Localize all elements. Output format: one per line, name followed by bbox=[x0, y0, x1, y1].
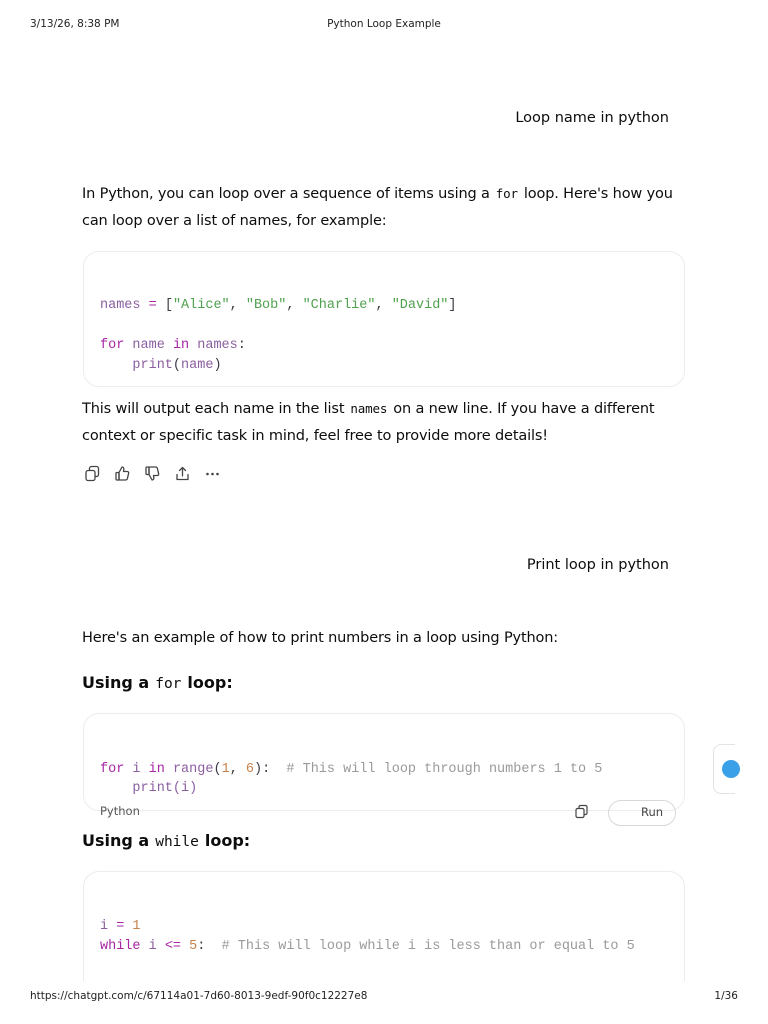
code-line bbox=[100, 358, 222, 373]
code-line bbox=[100, 338, 246, 353]
code-token: = bbox=[140, 298, 165, 313]
code-token: for bbox=[100, 338, 125, 353]
user-message: Loop name in python bbox=[515, 110, 669, 126]
assistant-logo-icon bbox=[722, 760, 740, 778]
code-token bbox=[100, 358, 132, 373]
code-token: i bbox=[132, 762, 141, 777]
section-heading bbox=[82, 673, 233, 692]
thumbs-up-icon[interactable] bbox=[112, 463, 132, 483]
code-token: = bbox=[108, 919, 133, 934]
code-token: for bbox=[100, 762, 125, 777]
code-token: name bbox=[181, 358, 214, 373]
code-token: range bbox=[172, 762, 214, 777]
code-token: ( bbox=[172, 358, 182, 373]
code-token: in bbox=[148, 762, 165, 777]
heading-text: Using a bbox=[82, 673, 150, 692]
code-token: ): bbox=[254, 762, 271, 777]
code-token: : bbox=[237, 338, 246, 353]
code-token: , bbox=[229, 298, 246, 313]
code-line bbox=[100, 919, 141, 934]
code-line bbox=[100, 762, 602, 777]
inline-code: while bbox=[155, 834, 199, 850]
code-token: "Charlie" bbox=[302, 298, 376, 313]
code-line-partial: print(i) bbox=[100, 781, 198, 796]
paragraph-text: loop. Here's how you can loop over a list of names, for example: bbox=[82, 186, 673, 229]
code-line bbox=[100, 298, 457, 313]
code-token: <= bbox=[156, 939, 190, 954]
code-line bbox=[100, 939, 635, 954]
copy-code-icon[interactable] bbox=[574, 804, 589, 823]
code-token bbox=[205, 939, 221, 954]
code-token: name bbox=[132, 338, 165, 353]
code-token: 1 bbox=[221, 762, 230, 777]
code-token: ) bbox=[213, 358, 222, 373]
print-title: Python Loop Example bbox=[327, 18, 441, 30]
code-token: : bbox=[197, 939, 206, 954]
code-token: 5 bbox=[189, 939, 198, 954]
section-heading bbox=[82, 831, 250, 850]
code-token: ( bbox=[213, 762, 222, 777]
code-token: in bbox=[172, 338, 190, 353]
code-block bbox=[83, 713, 685, 819]
code-token: , bbox=[375, 298, 392, 313]
heading-text: Using a bbox=[82, 831, 150, 850]
print-datetime: 3/13/26, 8:38 PM bbox=[30, 18, 120, 30]
code-token: , bbox=[286, 298, 303, 313]
inline-code: for bbox=[495, 186, 518, 201]
copy-icon[interactable] bbox=[82, 463, 102, 483]
code-token: i bbox=[100, 919, 109, 934]
code-token bbox=[141, 939, 149, 954]
run-button[interactable]: Run bbox=[608, 800, 676, 826]
code-token bbox=[165, 338, 173, 353]
code-language-label: Python bbox=[100, 804, 140, 818]
code-token: "Alice" bbox=[172, 298, 230, 313]
more-icon[interactable] bbox=[202, 463, 222, 483]
code-token bbox=[270, 762, 286, 777]
code-token: [ bbox=[164, 298, 173, 313]
code-token: # This will loop through numbers 1 to 5 bbox=[286, 762, 603, 777]
code-block bbox=[83, 251, 685, 387]
paragraph-text: on a new line. If you have a different context or specific task in mind, feel free to provide more details! bbox=[82, 401, 655, 444]
print-footer bbox=[0, 990, 768, 1010]
code-token: names bbox=[197, 338, 238, 353]
code-token: , bbox=[229, 762, 246, 777]
code-token: 1 bbox=[132, 919, 141, 934]
code-block-footer bbox=[84, 800, 684, 819]
assistant-paragraph: Here's an example of how to print numbers in a loop using Python: bbox=[82, 630, 559, 646]
code-token: 6 bbox=[245, 762, 254, 777]
code-token: i bbox=[148, 939, 157, 954]
code-token: # This will loop while i is less than or equal to 5 bbox=[221, 939, 635, 954]
user-message: Print loop in python bbox=[526, 557, 669, 573]
code-token bbox=[141, 762, 149, 777]
code-token: "Bob" bbox=[245, 298, 287, 313]
code-token: names bbox=[100, 298, 141, 313]
heading-text: loop: bbox=[204, 831, 251, 850]
print-url: https://chatgpt.com/c/67114a01-7d60-8013-9edf-90f0c12227e8 bbox=[30, 990, 368, 1002]
code-token: while bbox=[100, 939, 141, 954]
inline-code: names bbox=[350, 401, 388, 416]
message-actions bbox=[82, 463, 222, 485]
thumbs-down-icon[interactable] bbox=[142, 463, 162, 483]
assistant-paragraph bbox=[82, 395, 692, 450]
code-token: "David" bbox=[391, 298, 449, 313]
code-token bbox=[165, 762, 173, 777]
inline-code: for bbox=[155, 676, 182, 692]
paragraph-text: This will output each name in the list bbox=[82, 401, 345, 417]
code-token: print bbox=[132, 358, 173, 373]
print-page-number: 1/36 bbox=[714, 990, 738, 1002]
code-token: ] bbox=[448, 298, 457, 313]
paragraph-text: In Python, you can loop over a sequence of items using a bbox=[82, 186, 490, 202]
assistant-paragraph bbox=[82, 180, 688, 235]
print-header bbox=[0, 18, 768, 38]
side-panel-tab[interactable] bbox=[713, 744, 735, 794]
share-icon[interactable] bbox=[172, 463, 192, 483]
code-block bbox=[83, 871, 685, 981]
heading-text: loop: bbox=[187, 673, 233, 692]
